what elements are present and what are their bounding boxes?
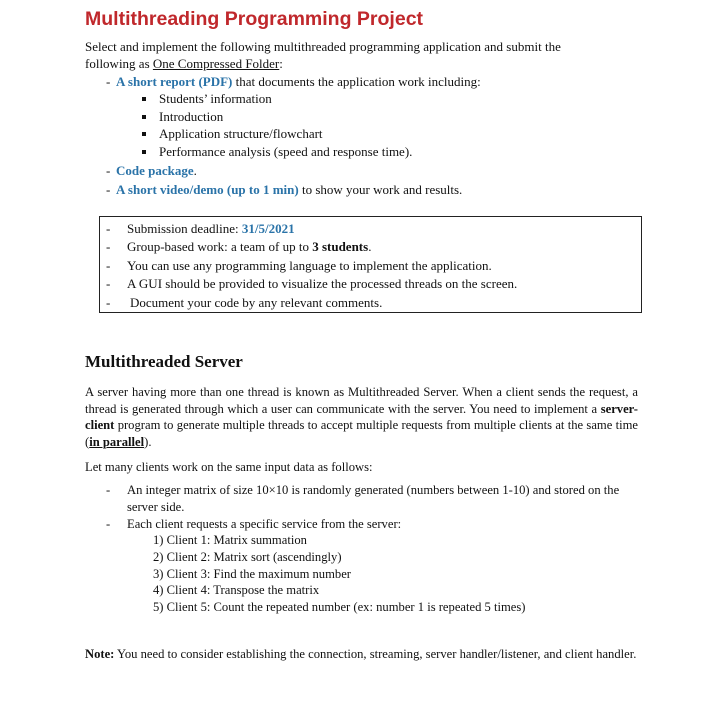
bullet-square xyxy=(142,115,146,119)
dash-marker: - xyxy=(106,517,111,531)
code-title: Code package xyxy=(116,163,194,178)
services-bullet: Each client requests a specific service from the server: xyxy=(127,517,402,531)
code-description: . xyxy=(193,163,197,178)
client-item: 4) Client 4: Transpose the matrix xyxy=(153,583,320,597)
dash-marker: - xyxy=(106,221,111,236)
bullet-square xyxy=(142,97,146,101)
dash-marker: - xyxy=(106,239,111,254)
intro-line-1: Select and implement the following multithreaded programming application and submit the xyxy=(85,39,561,54)
deadline-label: Submission deadline: xyxy=(127,221,242,236)
dash-marker: - xyxy=(106,258,111,273)
note-text: You need to consider establishing the connection, streaming, server handler/listener, and client handler. xyxy=(114,647,637,661)
video-title: A short video/demo (up to 1 min) xyxy=(116,182,299,197)
bullet-square xyxy=(142,132,146,136)
report-item: Performance analysis (speed and response time). xyxy=(159,144,413,159)
server-client-term: server-client xyxy=(85,401,638,433)
group-suffix: . xyxy=(368,239,372,254)
dash-marker: - xyxy=(106,182,111,197)
compressed-folder-text: One Compressed Folder xyxy=(152,56,280,71)
language-text: You can use any programming language to implement the application. xyxy=(127,258,492,273)
gui-text: A GUI should be provided to visualize the processed threads on the screen. xyxy=(127,276,518,291)
group-text xyxy=(127,238,371,255)
report-item: Students’ information xyxy=(159,91,272,106)
intro-suffix: : xyxy=(279,56,283,71)
clients-intro: Let many clients work on the same input data as follows: xyxy=(85,460,373,474)
dash-marker: - xyxy=(106,163,111,178)
document-text: Document your code by any relevant comments. xyxy=(130,295,383,310)
page-title: Multithreading Programming Project xyxy=(85,8,424,30)
dash-marker: - xyxy=(106,295,111,310)
client-item: 3) Client 3: Find the maximum number xyxy=(153,567,351,581)
para-text: program to generate multiple threads to accept multiple requests from multiple clients at the same time ( xyxy=(85,418,638,449)
client-item: 1) Client 1: Matrix summation xyxy=(153,533,307,547)
para-text: A server having more than one thread is known as Multithreaded Server. When a client sends the request, a thread is generated through which a user can communicate with the server. You need to implement a xyxy=(85,385,638,416)
in-parallel-term: in parallel xyxy=(89,434,145,449)
dash-marker: - xyxy=(106,276,111,291)
group-size: 3 students xyxy=(312,239,369,254)
report-item: Application structure/flowchart xyxy=(159,126,323,141)
matrix-bullet: An integer matrix of size 10×10 is randomly generated (numbers between 1-10) and stored on the server side. xyxy=(127,483,620,514)
note-label: Note: xyxy=(85,647,115,661)
report-title: A short report (PDF) xyxy=(116,74,233,89)
client-item: 2) Client 2: Matrix sort (ascendingly) xyxy=(153,550,342,564)
section-heading: Multithreaded Server xyxy=(85,352,243,371)
group-prefix: Group-based work: a team of up to xyxy=(127,239,313,254)
deadline-value: 31/5/2021 xyxy=(241,221,295,236)
video-deliverable xyxy=(116,181,462,198)
report-description: that documents the application work including: xyxy=(232,74,481,89)
intro-line-2 xyxy=(85,55,283,72)
report-deliverable xyxy=(116,73,481,90)
bullet-square xyxy=(142,150,146,154)
deadline-text xyxy=(127,220,295,237)
dash-marker: - xyxy=(106,483,111,497)
requirements-box xyxy=(99,216,642,313)
video-description: to show your work and results. xyxy=(298,182,463,197)
para-text: ). xyxy=(144,434,152,449)
server-description xyxy=(85,384,638,450)
note-paragraph xyxy=(85,646,638,663)
intro-prefix: following as xyxy=(85,56,153,71)
dash-marker: - xyxy=(106,74,111,89)
client-item: 5) Client 5: Count the repeated number (ex: number 1 is repeated 5 times) xyxy=(153,600,526,614)
report-item: Introduction xyxy=(159,109,224,124)
code-deliverable xyxy=(116,162,197,179)
